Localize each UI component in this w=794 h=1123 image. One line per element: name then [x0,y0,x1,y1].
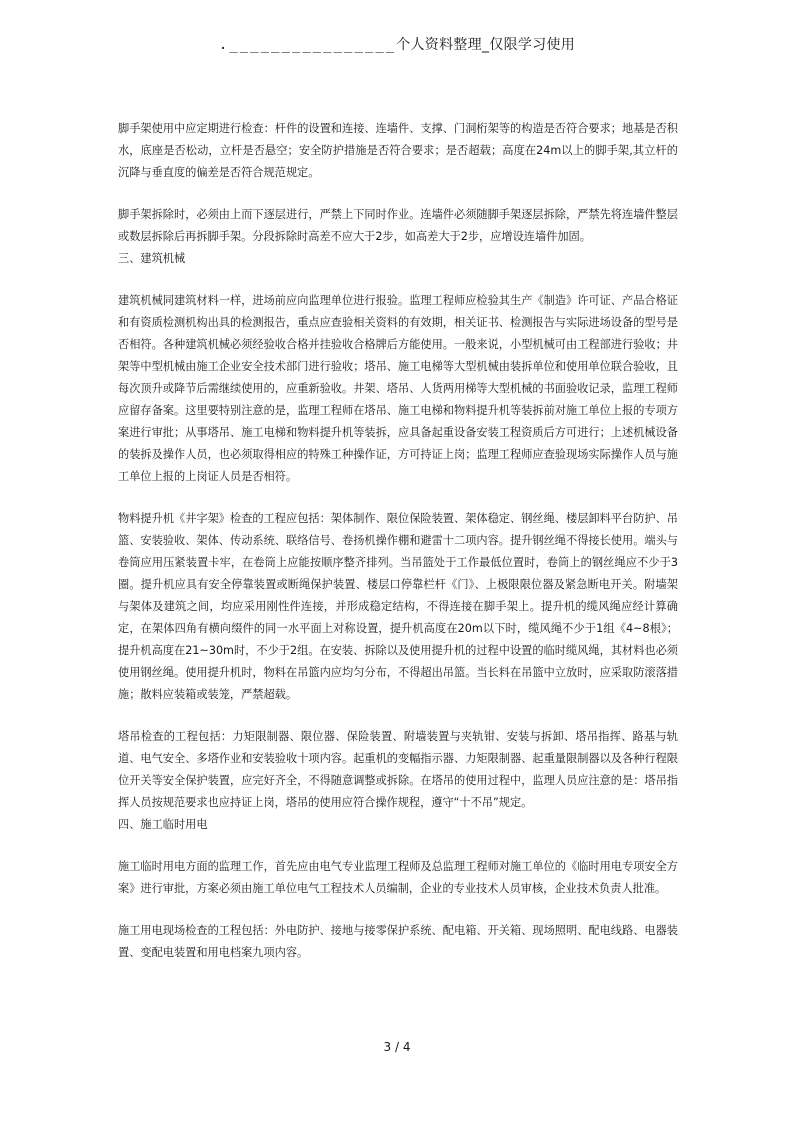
header-dashes: .________________ [218,37,397,53]
page-number: 3 / 4 [383,1040,411,1054]
paragraph-power-inspection: 施工用电现场检查的工程包括：外电防护、接地与接零保护系统、配电箱、开关箱、现场照明、配电线路、电器装置、变配电装置和用电档案九项内容。 [118,924,678,959]
paragraph-machinery: 建筑机械同建筑材料一样，进场前应向监理单位进行报验。监理工程师应检验其生产《制造》许可证、产品合格证和有资质检测机构出具的检测报告，重点应查验相关资料的有效期，相关证书、检测报告与实际进场设备的型号是否相符。各种建筑机械必须经验收合格并挂验收合格牌后方能使用。一般来说，小型机械可由工程部进行验收；井架等中型机械由施工企业安全技术部门进行验收；塔吊、施工电梯等大型机械由装拆单位和使用单位联合验收，且每次顶升或降节后需继续使用的，应重新验收。井架、塔吊、人货两用梯等大型机械的书面验收记录，监理工程师应留存备案。这里要特别注意的是，监理工程师在塔吊、施工电梯和物料提升机等装拆前对施工单位上报的专项方案进行审批；从事塔吊、施工电梯和物料提升机等装拆，应具备起重设备安装工程资质后方可进行；上述机械设备的装拆及操作人员，也必须取得相应的特殊工种操作证，方可持证上岗；监理工程师应查验现场实际操作人员与施工单位上报的上岗证人员是否相符。 [118,294,678,483]
section-heading-temporary-power: 四、施工临时用电 [118,818,208,831]
header-title: 个人资料整理_仅限学习使用 [396,37,576,53]
document-body [118,118,678,984]
paragraph-temporary-power-plan: 施工临时用电方面的监理工作，首先应由电气专业监理工程师及总监理工程师对施工单位的《临时用电专项安全方案》进行审批，方案必须由施工单位电气工程技术人员编制，企业的专业技术人员审核，企业技术负责人批准。 [118,860,678,895]
paragraph-scaffold-inspection: 脚手架使用中应定期进行检查：杆件的设置和连接、连墙件、支撑、门洞桁架等的构造是否符合要求；地基是否积水，底座是否松动，立杆是否悬空；安全防护措施是否符合要求；是否超载；高度在24m以上的脚手架,其立杆的沉降与垂直度的偏差是否符合规范规定。 [118,122,678,179]
page-header [0,34,794,54]
section-heading-machinery: 三、建筑机械 [118,252,186,265]
paragraph-tower-crane: 塔吊检查的工程包括：力矩限制器、限位器、保险装置、附墙装置与夹轨钳、安装与拆卸、塔吊指挥、路基与轨道、电气安全、多塔作业和安装验收十项内容。起重机的变幅指示器、力矩限制器、起重量限制器以及各种行程限位开关等安全保护装置，应完好齐全，不得随意调整或拆除。在塔吊的使用过程中，监理人员应注意的是：塔吊指挥人员按规范要求也应持证上岗，塔吊的使用应符合操作规程，遵守“十不吊”规定。 [118,730,678,809]
paragraph-scaffold-dismantling: 脚手架拆除时，必须由上而下逐层进行，严禁上下同时作业。连墙件必须随脚手架逐层拆除，严禁先将连墙件整层或数层拆除后再拆脚手架。分段拆除时高差不应大于2步，如高差大于2步，应增设连墙件加固。 [118,208,678,243]
paragraph-material-hoist: 物料提升机《井字架》检查的工程应包括：架体制作、限位保险装置、架体稳定、钢丝绳、楼层卸料平台防护、吊篮、安装验收、架体、传动系统、联络信号、卷扬机操作棚和避雷十二项内容。提升钢丝绳不得接长使用。端头与卷筒应用压紧装置卡牢，在卷筒上应能按顺序整齐排列。当吊篮处于工作最低位置时，卷筒上的钢丝绳应不少于3圈。提升机应具有安全停靠装置或断绳保护装置、楼层口停靠栏杆《门》、上极限限位器及紧急断电开关。附墙架与架体及建筑之间，均应采用刚性件连接，并形成稳定结构，不得连接在脚手架上。提升机的缆风绳应经计算确定，在架体四角有横向缀件的同一水平面上对称设置，提升机高度在20m以下时，缆风绳不少于1组《4~8根》；提升机高度在21~30m时，不少于2组。在安装、拆除以及使用提升机的过程中设置的临时缆风绳，其材料也必须使用钢丝绳。使用提升机时，物料在吊篮内应均匀分布，不得超出吊篮。当长料在吊篮中立放时，应采取防滚落措施；散料应装箱或装笼，严禁超载。 [118,512,678,701]
